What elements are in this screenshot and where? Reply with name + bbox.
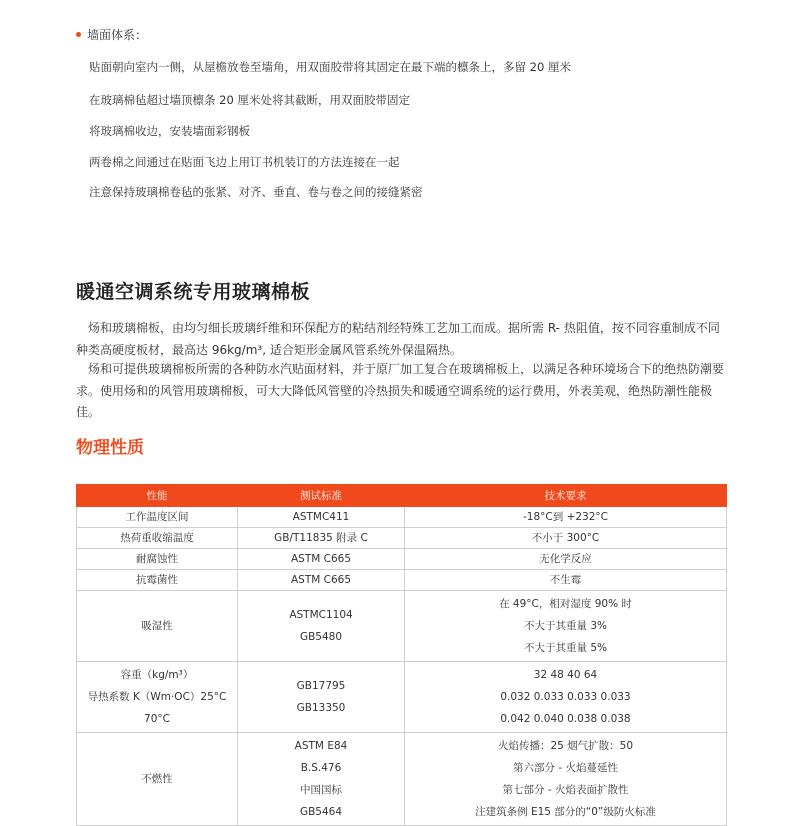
cell-requirement: [405, 549, 727, 570]
cell-line: ASTM C665: [290, 574, 352, 586]
cell-property: [77, 507, 238, 528]
wall-step-4: 两卷棉之间通过在贴面飞边上用订书机装订的方法连接在一起: [89, 155, 400, 169]
table-row: [77, 662, 727, 733]
table-row: [77, 507, 727, 528]
cell-line: 容重（kg/m³）: [120, 669, 194, 681]
cell-line: GB5464: [299, 806, 343, 818]
cell-line: 不生霉: [549, 574, 582, 586]
cell-line: 在 49°C，相对湿度 90% 时: [499, 598, 632, 610]
header-standard: 测试标准: [238, 485, 405, 507]
table-row: [77, 591, 727, 662]
cell-line: 中国国标: [300, 784, 342, 796]
cell-line: 第六部分 - 火焰蔓延性: [513, 762, 618, 774]
cell-line: 注建筑条例 E15 部分的“0”级防火标准: [475, 806, 656, 818]
cell-line: 32 48 40 64: [533, 669, 598, 681]
cell-property: [77, 733, 238, 826]
wall-step-3: 将玻璃棉收边，安装墙面彩钢板: [89, 124, 250, 138]
cell-standard: [238, 549, 405, 570]
bullet-dot-icon: [76, 32, 81, 37]
cell-property: [77, 549, 238, 570]
cell-standard: [238, 528, 405, 549]
cell-line: GB17795: [296, 680, 346, 692]
header-requirement: 技术要求: [405, 485, 727, 507]
cell-requirement: [405, 570, 727, 591]
cell-line: 抗霉菌性: [136, 574, 178, 586]
cell-standard: [238, 591, 405, 662]
cell-standard: [238, 570, 405, 591]
cell-line: 不小于 300°C: [531, 532, 600, 544]
cell-requirement: [405, 507, 727, 528]
cell-line: 导热系数 K（Wm·OC）25°C: [87, 691, 227, 703]
cell-property: [77, 591, 238, 662]
wall-step-1: 贴面朝向室内一侧，从屋檐放卷至墙角，用双面胶带将其固定在最下端的檩条上，多留 20 厘米: [89, 60, 571, 74]
cell-requirement: [405, 528, 727, 549]
cell-property: [77, 662, 238, 733]
cell-line: B.S.476: [300, 762, 342, 774]
cell-standard: [238, 733, 405, 826]
wall-system-heading: [76, 26, 147, 43]
cell-line: 耐腐蚀性: [136, 553, 178, 565]
intro-paragraph-2: 炀和可提供玻璃棉板所需的各种防水汽贴面材料，并于原厂加工复合在玻璃棉板上，以满足各种环境场合下的绝热防潮要求。使用炀和的风管用玻璃棉板，可大大降低风管壁的冷热损失和暖通空调系统的运行费用，外表美观，绝热防潮性能极佳。: [76, 362, 725, 419]
cell-requirement: [405, 733, 727, 826]
cell-standard: [238, 507, 405, 528]
cell-line: 第七部分 - 火焰表面扩散性: [502, 784, 629, 796]
table-row: [77, 549, 727, 570]
cell-line: GB13350: [296, 702, 346, 714]
physical-properties-table: [76, 484, 727, 826]
cell-line: GB/T11835 附录 C: [274, 532, 368, 544]
intro-paragraph-1: 炀和玻璃棉板，由均匀细长玻璃纤维和环保配方的粘结剂经特殊工艺加工而成。据所需 R- 热阻值，按不同容重制成不同种类高硬度板材，最高达 96kg/m³, 适合矩形金属风管系统外保温隔热。: [76, 321, 720, 357]
cell-line: 不大于其重量 5%: [524, 642, 607, 654]
wall-system-heading-text: 墙面体系：: [87, 28, 148, 42]
cell-line: 火焰传播：25 烟气扩散：50: [497, 740, 634, 752]
cell-line: ASTMC1104: [289, 609, 353, 621]
table-row: [77, 570, 727, 591]
wall-step-5: 注意保持玻璃棉卷毡的张紧、对齐、垂直、卷与卷之间的接缝紧密: [89, 185, 423, 199]
cell-line: GB5480: [299, 631, 343, 643]
cell-line: 吸湿性: [141, 620, 173, 632]
cell-property: [77, 570, 238, 591]
header-property: 性能: [77, 485, 238, 507]
table-row: [77, 528, 727, 549]
cell-line: 不大于其重量 3%: [524, 620, 607, 632]
cell-line: 不燃性: [141, 773, 173, 785]
cell-requirement: [405, 591, 727, 662]
cell-line: -18°C到 +232°C: [523, 511, 608, 523]
wall-step-2: 在玻璃棉毡超过墙顶檩条 20 厘米处将其截断，用双面胶带固定: [89, 93, 410, 107]
cell-line: 无化学反应: [539, 553, 592, 565]
table-header-row: [77, 485, 727, 507]
cell-line: 热荷重收缩温度: [120, 532, 194, 544]
cell-property: [77, 528, 238, 549]
cell-line: ASTM E84: [294, 740, 348, 752]
cell-line: ASTMC411: [292, 511, 350, 523]
cell-line: 0.032 0.033 0.033 0.033: [500, 691, 631, 703]
cell-line: 70°C: [144, 713, 170, 725]
cell-line: 0.042 0.040 0.038 0.038: [500, 713, 631, 725]
section-title: 暖通空调系统专用玻璃棉板: [76, 281, 311, 303]
physical-properties-title: 物理性质: [76, 438, 144, 458]
cell-standard: [238, 662, 405, 733]
cell-requirement: [405, 662, 727, 733]
cell-line: 工作温度区间: [125, 511, 189, 523]
cell-line: ASTM C665: [290, 553, 352, 565]
table-row: [77, 733, 727, 826]
